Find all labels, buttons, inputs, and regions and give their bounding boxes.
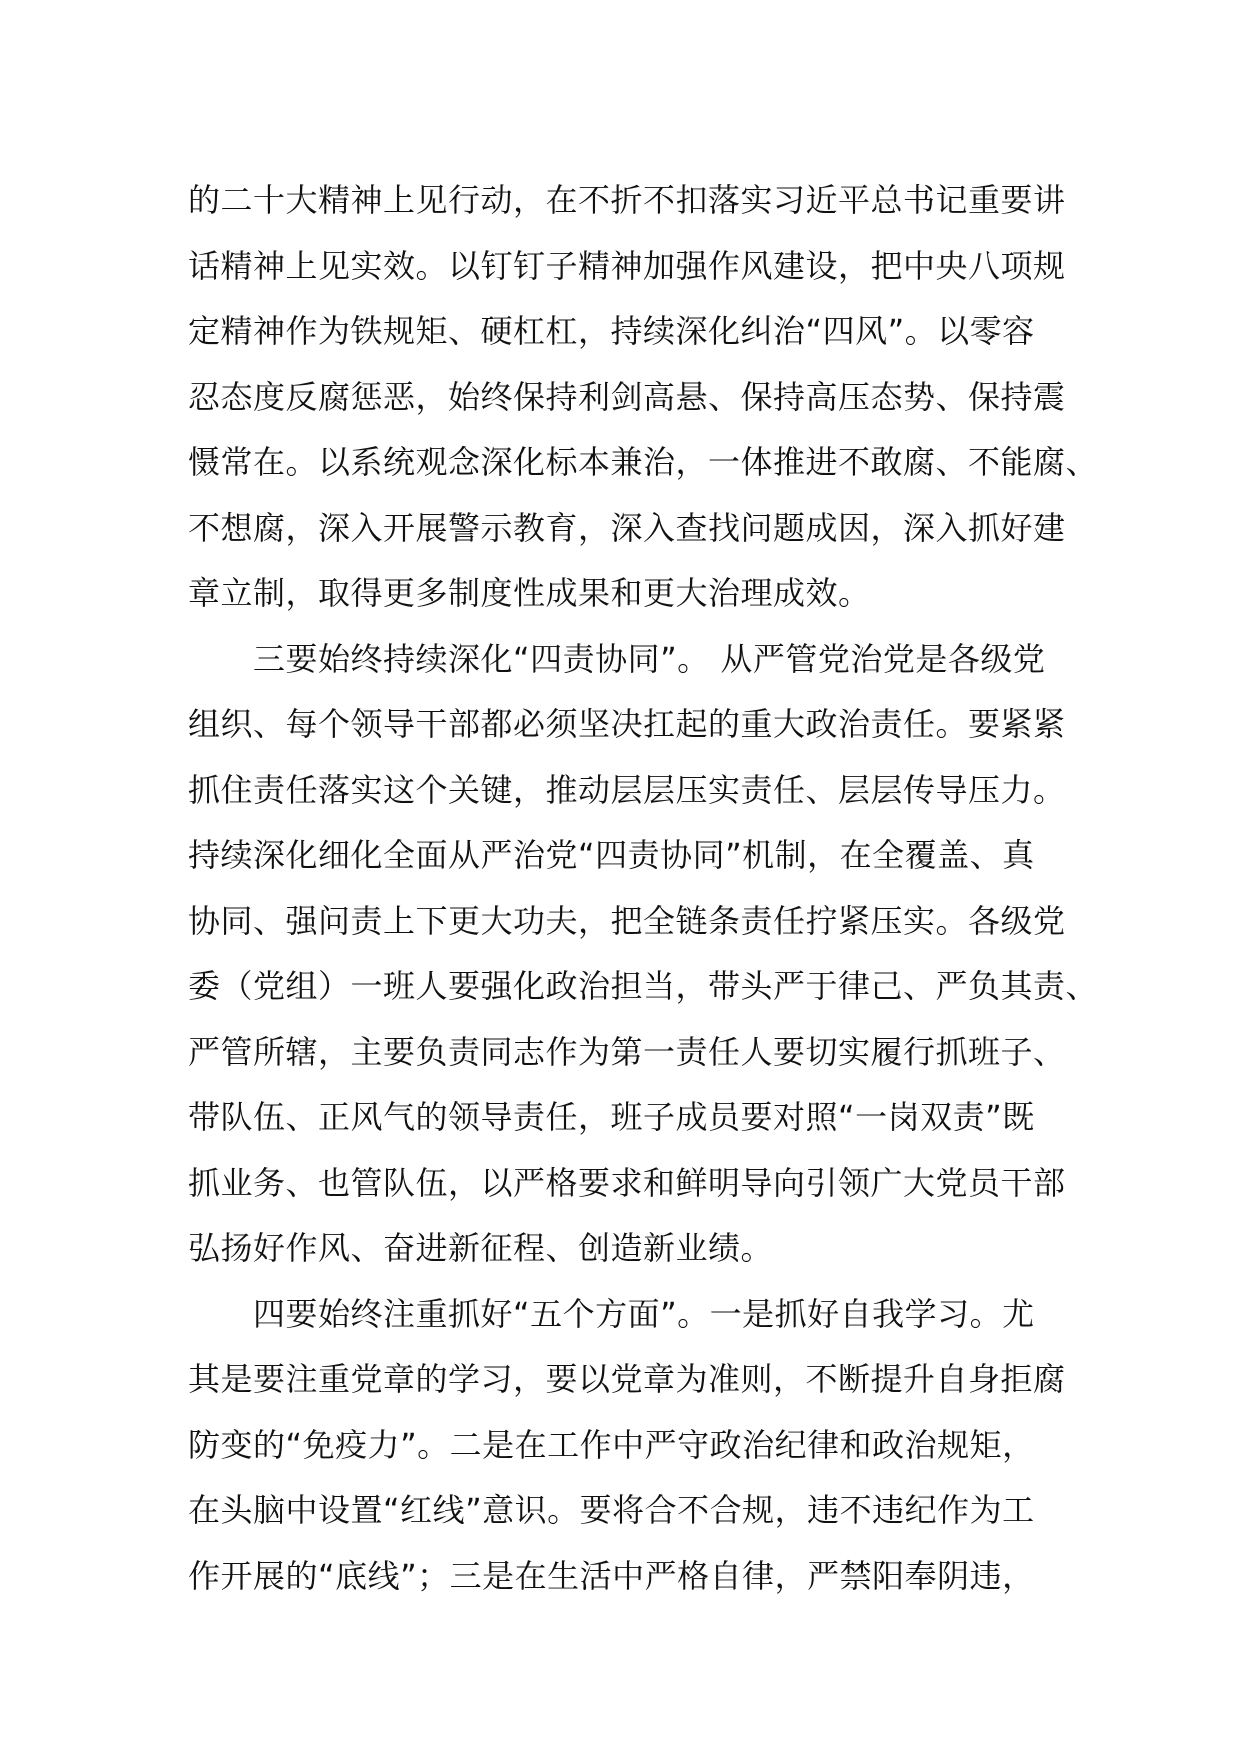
text-line: 不想腐，深入开展警示教育，深入查找问题成因，深入抓好建 — [188, 508, 1066, 547]
text-line: 委（党组）一班人要强化政治担当，带头严于律己、严负其责、 — [188, 967, 1099, 1005]
text-line: 话精神上见实效。以钉钉子精神加强作风建设，把中央八项规 — [188, 246, 1066, 285]
text-line: 在头脑中设置“红线”意识。要将合不合规，违不违纪作为工 — [188, 1491, 1035, 1529]
text-line: 的二十大精神上见行动，在不折不扣落实习近平总书记重要讲 — [188, 181, 1066, 219]
text-line: 持续深化细化全面从严治党“四责协同”机制，在全覆盖、真 — [188, 836, 1035, 874]
body-text — [188, 168, 1099, 1609]
text-line: 慑常在。以系统观念深化标本兼治，一体推进不敢腐、不能腐、 — [188, 443, 1099, 481]
text-line: 抓住责任落实这个关键，推动层层压实责任、层层传导压力。 — [188, 770, 1066, 809]
text-line: 章立制，取得更多制度性成果和更大治理成效。 — [188, 574, 871, 612]
text-line: 作开展的“底线”；三是在生活中严格自律，严禁阳奉阴违， — [188, 1556, 1035, 1595]
text-line: 弘扬好作风、奋进新征程、创造新业绩。 — [188, 1229, 774, 1267]
text-line: 带队伍、正风气的领导责任，班子成员要对照“一岗双责”既 — [188, 1098, 1035, 1136]
paragraph-start-line: 四要始终注重抓好“五个方面”。一是抓好自我学习。尤 — [188, 1294, 1035, 1333]
text-line: 防变的“免疫力”。二是在工作中严守政治纪律和政治规矩， — [188, 1425, 1035, 1464]
text-line: 协同、强问责上下更大功夫，把全链条责任拧紧压实。各级党 — [188, 901, 1066, 940]
text-line: 忍态度反腐惩恶，始终保持利剑高悬、保持高压态势、保持震 — [188, 377, 1066, 416]
text-line: 抓业务、也管队伍，以严格要求和鲜明导向引领广大党员干部 — [188, 1163, 1066, 1202]
paragraph-start-line: 三要始终持续深化“四责协同”。 从严管党治党是各级党 — [188, 639, 1046, 678]
text-line: 组织、每个领导干部都必须坚决扛起的重大政治责任。要紧紧 — [188, 705, 1066, 743]
text-line: 严管所辖，主要负责同志作为第一责任人要切实履行抓班子、 — [188, 1032, 1066, 1071]
text-line: 其是要注重党章的学习，要以党章为准则，不断提升自身拒腐 — [188, 1360, 1066, 1398]
text-line: 定精神作为铁规矩、硬杠杠，持续深化纠治“四风”。以零容 — [188, 312, 1035, 350]
